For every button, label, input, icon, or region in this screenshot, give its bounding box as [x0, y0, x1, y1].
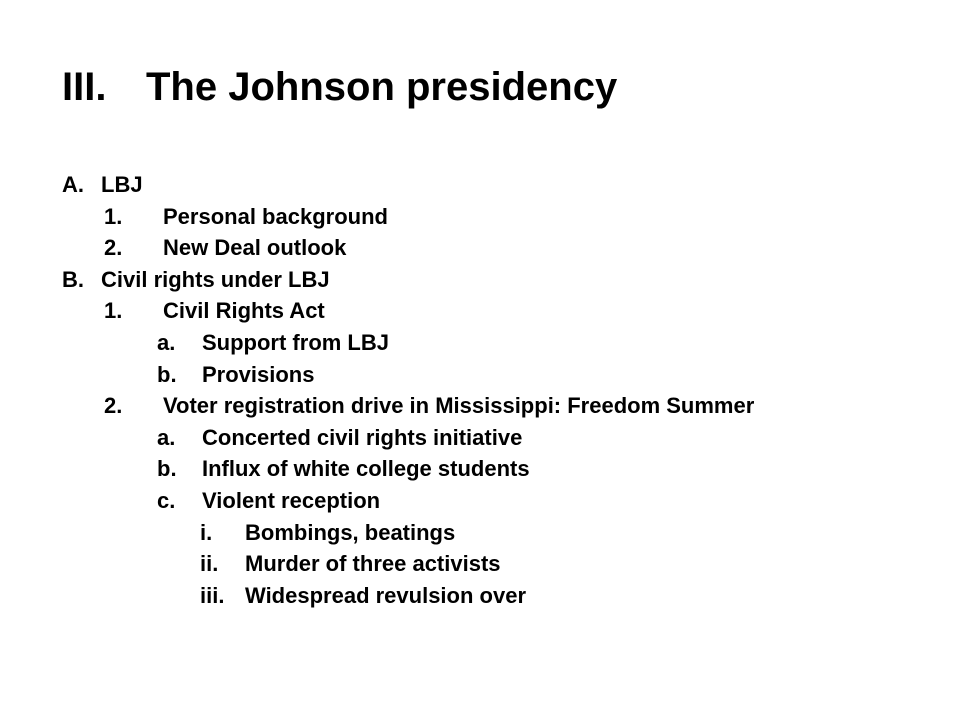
slide-title: [62, 63, 617, 111]
outline-marker: A.: [62, 172, 84, 197]
outline-text: Influx of white college students: [202, 456, 530, 482]
outline-text: Support from LBJ: [202, 329, 389, 355]
outline-marker: a.: [157, 424, 176, 450]
outline-marker: 2.: [104, 235, 123, 261]
outline-marker: i.: [200, 519, 213, 545]
outline-text: Civil Rights Act: [163, 298, 325, 324]
title-numeral: III.: [62, 65, 107, 109]
outline-marker: b.: [157, 456, 177, 482]
outline-text: Bombings, beatings: [245, 519, 456, 545]
outline-text: Civil rights under LBJ: [101, 266, 330, 292]
outline-marker: iii.: [200, 582, 225, 608]
outline-marker: B.: [62, 266, 84, 292]
outline-text: Murder of three activists: [245, 551, 501, 577]
outline-marker: ii.: [200, 551, 219, 577]
outline-marker: b.: [157, 361, 177, 387]
outline-marker: 1.: [104, 298, 123, 324]
outline-marker: a.: [157, 329, 176, 355]
outline-text: New Deal outlook: [163, 235, 347, 261]
outline-text: Voter registration drive in Mississippi: Freedom Summer: [163, 393, 755, 419]
outline-text: Provisions: [202, 361, 315, 387]
outline-text: Widespread revulsion over: [245, 582, 527, 608]
outline-text: Personal background: [163, 203, 388, 229]
title-text: The Johnson presidency: [146, 65, 618, 109]
outline-marker: 2.: [104, 393, 123, 419]
outline-marker: 1.: [104, 203, 123, 229]
outline-marker: c.: [157, 487, 176, 513]
outline-text: Violent reception: [202, 487, 381, 513]
outline-text: LBJ: [101, 172, 143, 197]
outline-text: Concerted civil rights initiative: [202, 424, 523, 450]
